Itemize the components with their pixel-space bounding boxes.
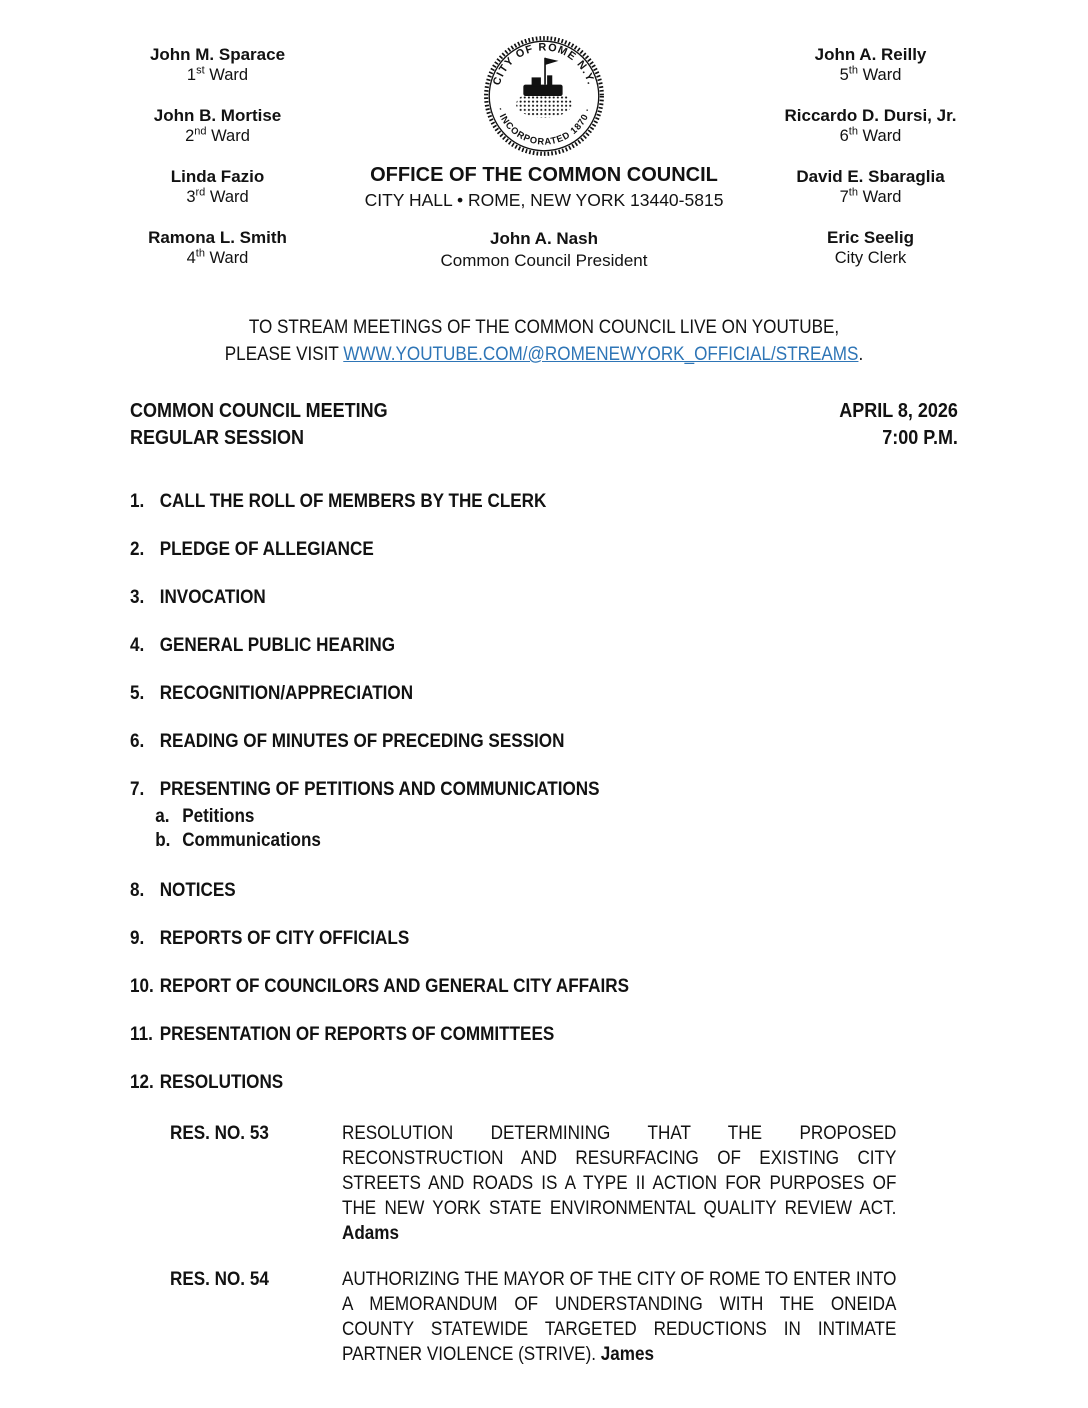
resolution-entry xyxy=(170,1267,958,1367)
seal-top-text: CITY OF ROME N.Y. xyxy=(490,41,598,87)
item-label: RESOLUTIONS xyxy=(159,1072,284,1093)
president-title: Common Council President xyxy=(440,251,648,270)
letterhead xyxy=(130,40,958,288)
agenda-item xyxy=(130,1025,875,1045)
notice-line-1: TO STREAM MEETINGS OF THE COMMON COUNCIL LIVE ON YOUTUBE, xyxy=(248,317,840,338)
agenda-sublist xyxy=(155,805,875,853)
agenda-item xyxy=(130,684,875,704)
item-number: 8. xyxy=(130,880,145,901)
official-entry xyxy=(827,227,914,269)
resolution-entry xyxy=(170,1121,958,1246)
item-number: 1. xyxy=(130,491,145,512)
agenda-list xyxy=(130,492,958,1093)
official-title: City Clerk xyxy=(834,249,907,267)
subitem-letter: a. xyxy=(155,806,170,827)
resolutions-section xyxy=(130,1121,958,1367)
streaming-notice xyxy=(130,314,958,368)
official-name: Riccardo D. Dursi, Jr. xyxy=(784,106,957,125)
seal-flag xyxy=(545,58,558,65)
item-number: 2. xyxy=(130,539,145,560)
ordinal-suffix: th xyxy=(195,247,205,260)
agenda-subitem xyxy=(155,805,875,829)
official-entry xyxy=(171,166,265,208)
subitem-letter: b. xyxy=(155,830,171,851)
office-title: OFFICE OF THE COMMON COUNCIL xyxy=(370,164,718,186)
agenda-item xyxy=(130,636,875,656)
subitem-label: Communications xyxy=(182,830,321,851)
agenda-item xyxy=(130,929,875,949)
agenda-item xyxy=(130,588,875,608)
official-ward: 4th Ward xyxy=(186,247,249,267)
ordinal-suffix: th xyxy=(848,64,858,77)
item-label: PLEDGE OF ALLEGIANCE xyxy=(159,539,374,560)
item-number: 11. xyxy=(130,1024,153,1045)
official-name: John B. Mortise xyxy=(153,106,282,125)
item-number: 4. xyxy=(130,635,145,656)
meeting-header xyxy=(130,398,958,452)
official-entry xyxy=(150,44,285,86)
resolution-sponsor: Adams xyxy=(342,1223,400,1244)
official-ward: 6th Ward xyxy=(839,125,902,145)
official-name: Linda Fazio xyxy=(170,167,265,186)
item-label: READING OF MINUTES OF PRECEDING SESSION xyxy=(159,731,565,752)
item-number: 5. xyxy=(130,683,145,704)
item-number: 12. xyxy=(130,1072,154,1093)
item-label: CALL THE ROLL OF MEMBERS BY THE CLERK xyxy=(159,491,547,512)
official-entry xyxy=(796,166,944,208)
official-entry xyxy=(785,105,957,147)
item-label: REPORT OF COUNCILORS AND GENERAL CITY AFFAIRS xyxy=(159,976,630,997)
meeting-time: 7:00 P.M. xyxy=(882,427,958,449)
item-label: RECOGNITION/APPRECIATION xyxy=(159,683,414,704)
official-entry xyxy=(815,44,927,86)
item-number: 10. xyxy=(130,976,154,997)
agenda-item xyxy=(130,881,875,901)
president-name: John A. Nash xyxy=(489,229,598,248)
item-label: PRESENTATION OF REPORTS OF COMMITTEES xyxy=(159,1024,555,1045)
meeting-session-type: REGULAR SESSION xyxy=(130,427,305,449)
ordinal-suffix: rd xyxy=(195,186,206,199)
official-name: Ramona L. Smith xyxy=(148,228,287,247)
resolution-sponsor: James xyxy=(600,1344,655,1365)
office-address: CITY HALL • ROME, NEW YORK 13440-5815 xyxy=(364,190,724,210)
ordinal-suffix: st xyxy=(196,64,205,77)
youtube-streams-link[interactable]: WWW.YOUTUBE.COM/@ROMENEWYORK_OFFICIAL/STREAMS xyxy=(343,344,859,365)
letterhead-center xyxy=(313,40,775,288)
agenda-item xyxy=(130,732,875,752)
official-entry xyxy=(148,227,287,269)
item-label: PRESENTING OF PETITIONS AND COMMUNICATIONS xyxy=(159,779,600,800)
official-entry xyxy=(154,105,282,147)
resolution-number: RES. NO. 54 xyxy=(170,1269,269,1290)
official-name: John A. Reilly xyxy=(814,45,927,64)
official-name: John M. Sparace xyxy=(149,45,286,64)
item-number: 3. xyxy=(130,587,145,608)
agenda-item xyxy=(130,780,875,853)
item-label: INVOCATION xyxy=(159,587,266,608)
meeting-title: COMMON COUNCIL MEETING REGULAR SESSION xyxy=(130,398,388,452)
resolution-text: AUTHORIZING THE MAYOR OF THE CITY OF ROME TO ENTER INTO A MEMORANDUM OF UNDERSTANDING WITH THE ONEIDA COUNTY STATEWIDE TARGETED REDUCTIONS IN INTIMATE PARTNER VIOLENCE (STRIVE). James xyxy=(342,1269,897,1365)
svg-text:CITY OF ROME N.Y. xyxy=(491,41,597,86)
subitem-label: Petitions xyxy=(182,806,255,827)
official-ward: 2nd Ward xyxy=(185,125,250,145)
ordinal-suffix: nd xyxy=(194,125,207,138)
item-number: 6. xyxy=(130,731,145,752)
meeting-datetime xyxy=(839,398,958,452)
resolution-number: RES. NO. 53 xyxy=(170,1123,269,1144)
official-ward: 1st Ward xyxy=(186,64,249,84)
official-ward: 3rd Ward xyxy=(186,186,249,206)
meeting-date: APRIL 8, 2026 xyxy=(839,400,958,422)
official-name: Eric Seelig xyxy=(827,228,914,247)
agenda-item xyxy=(130,1073,875,1093)
item-label: REPORTS OF CITY OFFICIALS xyxy=(159,928,410,949)
resolution-text: RESOLUTION DETERMINING THAT THE PROPOSED RECONSTRUCTION AND RESURFACING OF EXISTING CITY STREETS AND ROADS IS A TYPE II ACTION FOR PURPOSES OF THE NEW YORK STATE ENVIRONMENTAL QUALITY REVIEW ACT. Adams xyxy=(342,1123,897,1244)
notice-line-2: PLEASE VISIT WWW.YOUTUBE.COM/@ROMENEWYORK_OFFICIAL/STREAMS. xyxy=(224,344,864,365)
item-label: NOTICES xyxy=(159,880,236,901)
agenda-subitem xyxy=(155,829,875,853)
ordinal-suffix: th xyxy=(848,186,858,199)
agenda-item xyxy=(130,977,875,997)
official-ward: 5th Ward xyxy=(839,64,902,84)
seal-boat xyxy=(523,85,562,96)
ordinal-suffix: th xyxy=(848,125,858,138)
agenda-item xyxy=(130,492,875,512)
council-members-left xyxy=(130,40,305,288)
council-members-right xyxy=(783,40,958,288)
item-number: 9. xyxy=(130,928,145,949)
item-number: 7. xyxy=(130,779,145,800)
agenda-item xyxy=(130,540,875,560)
seal-bottom-text: · INCORPORATED 1870 · xyxy=(495,106,593,147)
official-name: David E. Sbaraglia xyxy=(796,167,945,186)
council-president xyxy=(441,228,648,272)
item-label: GENERAL PUBLIC HEARING xyxy=(159,635,396,656)
city-seal-icon xyxy=(482,34,606,158)
official-ward: 7th Ward xyxy=(839,186,902,206)
